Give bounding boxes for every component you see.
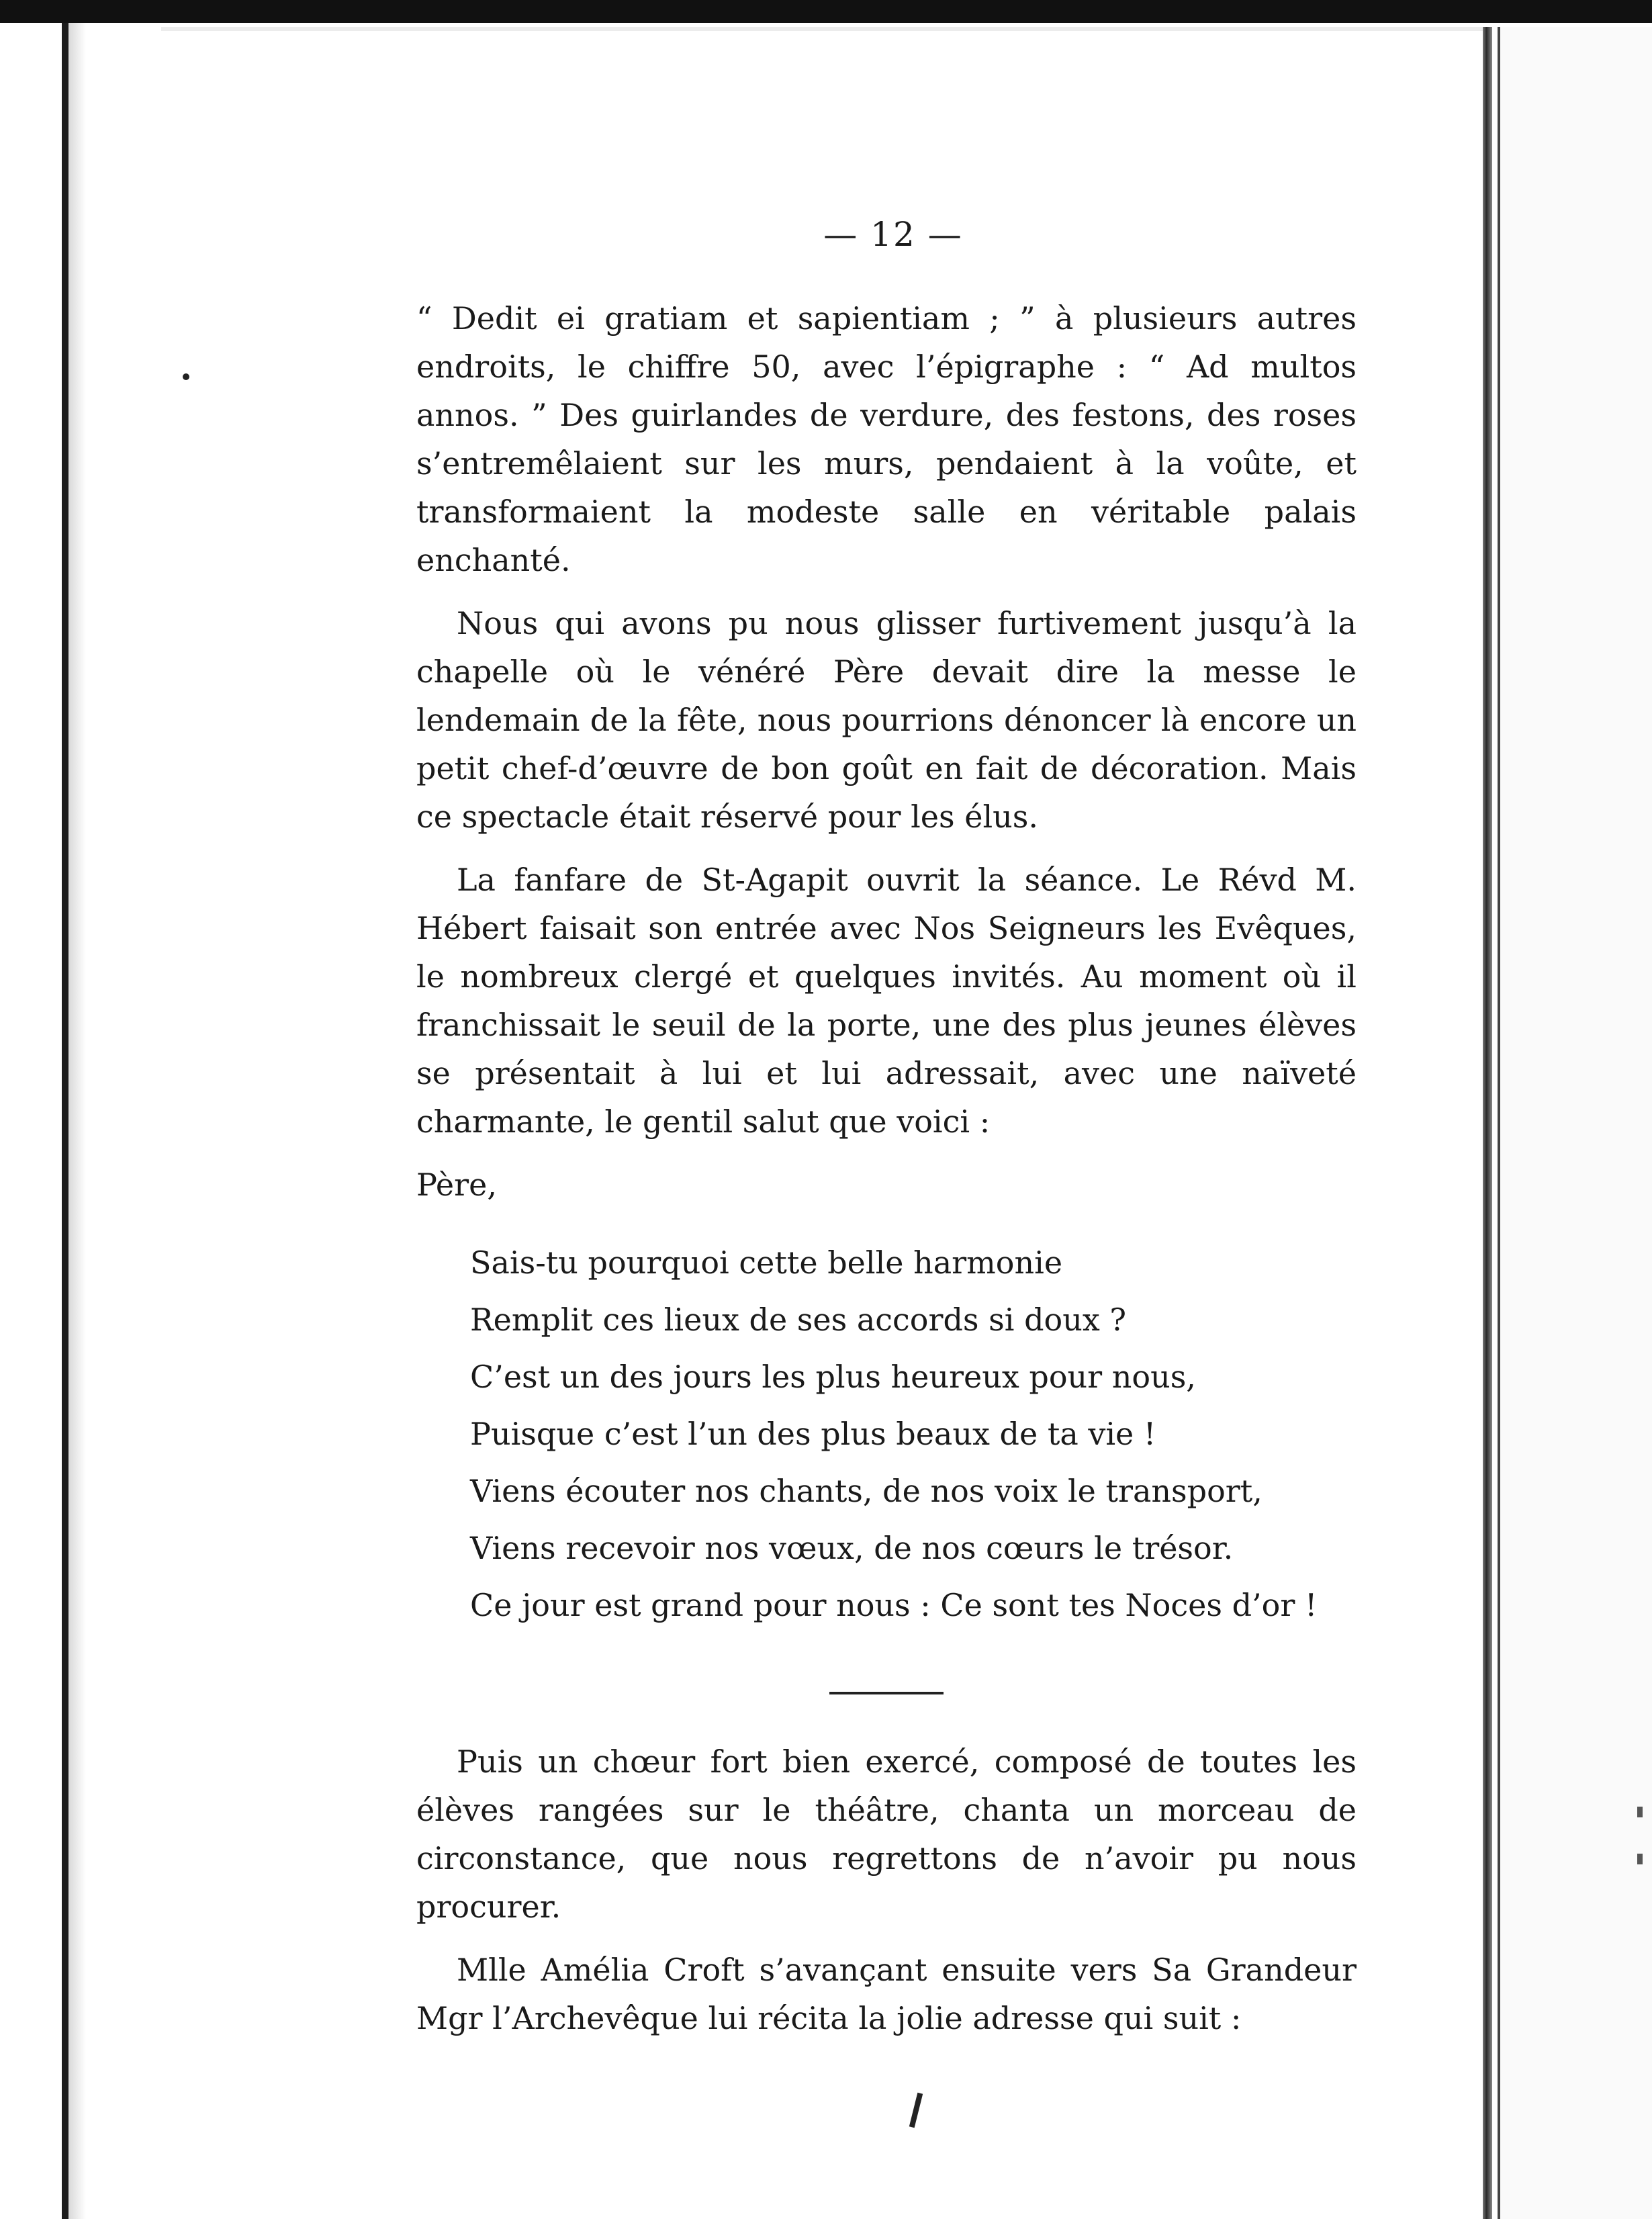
paragraph: Nous qui avons pu nous glisser furtivement jusqu’à la chapelle où le vénéré Père devait dire la messe le lendemain de la fête, nous pourrions dénoncer là encore un petit chef-d’œuvre de bon goût en fait de décoration. Mais ce spectacle était réservé pour les élus. xyxy=(416,605,1357,835)
margin-tick xyxy=(1637,1854,1643,1864)
page-content xyxy=(416,215,1357,2057)
stray-ink-mark xyxy=(909,2093,923,2128)
verse-line: Ce jour est grand pour nous : Ce sont tes Noces d’or ! xyxy=(470,1587,1318,1623)
page-top-edge xyxy=(161,27,1491,31)
paragraph: La fanfare de St-Agapit ouvrit la séance. Le Révd M. Hébert faisait son entrée avec Nos Seigneurs les Evêques, le nombreux clergé et quelques invités. Au moment où il franchissait le seuil de la porte, une des plus jeunes élèves se présentait à lui et lui adressait, avec une naïveté charmante, le gentil salut que voici : xyxy=(416,862,1357,1140)
scan-left-shadow xyxy=(68,23,86,2219)
verse-line: Viens recevoir nos vœux, de nos cœurs le trésor. xyxy=(470,1530,1234,1566)
page-right-edge xyxy=(1483,27,1492,2219)
stray-ink-dot xyxy=(183,373,189,380)
verse-line: Remplit ces lieux de ses accords si doux ? xyxy=(470,1302,1127,1338)
paragraph: Puis un chœur fort bien exercé, composé de toutes les élèves rangées sur le théâtre, chanta un morceau de circonstance, que nous regrettons de n’avoir pu nous procurer. xyxy=(416,1744,1357,1925)
paragraph: Mlle Amélia Croft s’avançant ensuite vers Sa Grandeur Mgr l’Archevêque lui récita la jolie adresse qui suit : xyxy=(416,1952,1357,2036)
scan-top-border xyxy=(0,0,1652,23)
verse-salutation: Père, xyxy=(416,1167,497,1203)
section-divider xyxy=(829,1692,944,1694)
verse-block xyxy=(470,1234,1357,1634)
verse-line: C’est un des jours les plus heureux pour nous, xyxy=(470,1359,1196,1395)
scan-left-border xyxy=(62,23,68,2219)
verse-line: Sais-tu pourquoi cette belle harmonie xyxy=(470,1244,1063,1281)
page-number: — 12 — xyxy=(823,215,963,254)
verse-line: Viens écouter nos chants, de nos voix le transport, xyxy=(470,1473,1263,1509)
verse-line: Puisque c’est l’un des plus beaux de ta vie ! xyxy=(470,1416,1156,1452)
scan-right-margin xyxy=(1500,27,1652,2219)
margin-tick xyxy=(1637,1807,1643,1817)
paragraph: “ Dedit ei gratiam et sapientiam ; ” à plusieurs autres endroits, le chiffre 50, avec l’épigraphe : “ Ad multos annos. ” Des guirlandes de verdure, des festons, des roses s’entremêlaient sur les murs, pendaient à la voûte, et transformaient la modeste salle en véritable palais enchanté. xyxy=(416,300,1357,578)
